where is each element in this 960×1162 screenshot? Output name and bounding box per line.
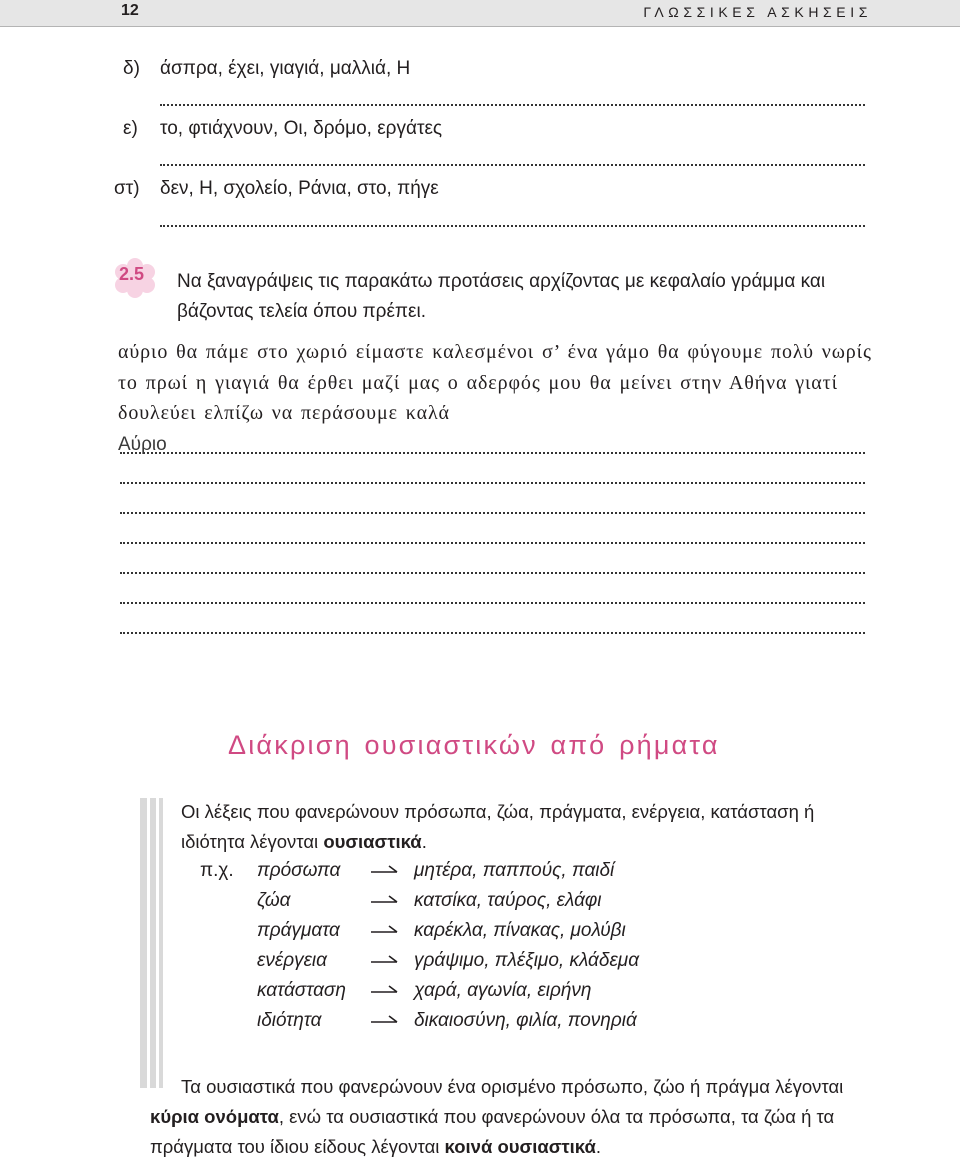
answer-line[interactable] <box>120 452 865 454</box>
page-number: 12 <box>121 2 139 19</box>
exercise-item-st <box>114 178 439 200</box>
answer-line[interactable] <box>120 602 865 604</box>
item-label: στ) <box>114 178 140 199</box>
example-list: δικαιοσύνη, φιλία, πονηριά <box>414 1010 637 1031</box>
running-header <box>0 0 960 27</box>
running-title: ΓΛΩΣΣΙΚΕΣ ΑΣΚΗΣΕΙΣ <box>643 4 872 20</box>
example-prefix: π.χ. <box>200 860 234 881</box>
item-words: δεν, Η, σχολείο, Ράνια, στο, πήγε <box>160 178 439 199</box>
answer-start-word: Αύριο <box>118 434 167 455</box>
definition-term: ουσιαστικά <box>323 830 422 852</box>
section-title: Διάκριση ουσιαστικών από ρήματα <box>228 730 720 760</box>
answer-line[interactable] <box>120 542 865 544</box>
item-words: το, φτιάχνουν, Οι, δρόμο, εργάτες <box>160 118 443 139</box>
rule-text <box>150 1072 875 1162</box>
answer-line[interactable] <box>120 482 865 484</box>
exercise-number-badge <box>113 258 157 298</box>
definition-text-start: Οι λέξεις που φανερώνουν πρόσωπα, ζώα, πράγματα, ενέργεια, κατάσταση ή ιδιότητα λέγονται <box>181 801 815 852</box>
arrow-right-icon <box>370 893 400 909</box>
rule-term-proper-nouns: κύρια ονόματα <box>150 1106 279 1127</box>
rule-text-part: . <box>595 1136 601 1157</box>
item-words: άσπρα, έχει, γιαγιά, μαλλιά, Η <box>160 58 411 79</box>
answer-line[interactable] <box>160 225 865 227</box>
example-list: γράψιμο, πλέξιμο, κλάδεμα <box>414 950 640 971</box>
example-term: ιδιότητα <box>257 1010 322 1031</box>
exercise-item-d <box>123 58 411 80</box>
arrow-right-icon <box>370 923 400 939</box>
exercise-passage: αύριο θα πάμε στο χωριό είμαστε καλεσμένοι σ’ ένα γάμο θα φύγουμε πολύ νωρίς το πρωί η γιαγιά θα έρθει μαζί μας ο αδερφός μου θα μείνει στην Αθήνα γιατί δουλεύει ελπίζω να περάσουμε καλά <box>118 341 872 424</box>
example-row <box>200 950 900 980</box>
example-list: κατσίκα, ταύρος, ελάφι <box>414 890 602 911</box>
exercise-instruction: Να ξαναγράψεις τις παρακάτω προτάσεις αρχίζοντας με κεφαλαίο γράμμα και βάζοντας τελεία όπου πρέπει. <box>177 271 826 322</box>
example-list: χαρά, αγωνία, ειρήνη <box>414 980 592 1001</box>
answer-line[interactable] <box>160 104 865 106</box>
definition-text-end: . <box>421 830 427 852</box>
rule-text-part: Τα ουσιαστικά που φανερώνουν ένα ορισμένο πρόσωπο, ζώο ή πράγμα λέγονται <box>181 1076 844 1097</box>
example-term: πράγματα <box>257 920 340 941</box>
exercise-number: 2.5 <box>119 264 145 284</box>
example-term: ενέργεια <box>257 950 327 971</box>
arrow-right-icon <box>370 983 400 999</box>
item-label: δ) <box>123 58 140 79</box>
answer-line[interactable] <box>120 512 865 514</box>
example-row <box>200 860 900 890</box>
example-list: καρέκλα, πίνακας, μολύβι <box>414 920 626 941</box>
example-row <box>200 1010 900 1040</box>
item-label: ε) <box>123 118 138 139</box>
example-term: κατάσταση <box>257 980 346 1001</box>
exercise-item-e <box>123 118 443 140</box>
answer-line[interactable] <box>120 632 865 634</box>
answer-line[interactable] <box>120 572 865 574</box>
arrow-right-icon <box>370 863 400 879</box>
example-list: μητέρα, παππούς, παιδί <box>414 860 615 881</box>
example-term: πρόσωπα <box>257 860 341 881</box>
rule-term-common-nouns: κοινά ουσιαστικά <box>444 1136 596 1157</box>
arrow-right-icon <box>370 1013 400 1029</box>
arrow-right-icon <box>370 953 400 969</box>
example-row <box>200 980 900 1010</box>
answer-line[interactable] <box>160 164 865 166</box>
rule-text-part: , ενώ τα ουσιαστικά που φανερώνουν όλα τα πρόσωπα, τα ζώα ή τα πράγματα του ίδιου είδους λέγονται <box>150 1106 835 1157</box>
definition-text <box>181 797 881 856</box>
example-row <box>200 920 900 950</box>
example-row <box>200 890 900 920</box>
example-term: ζώα <box>257 890 291 911</box>
